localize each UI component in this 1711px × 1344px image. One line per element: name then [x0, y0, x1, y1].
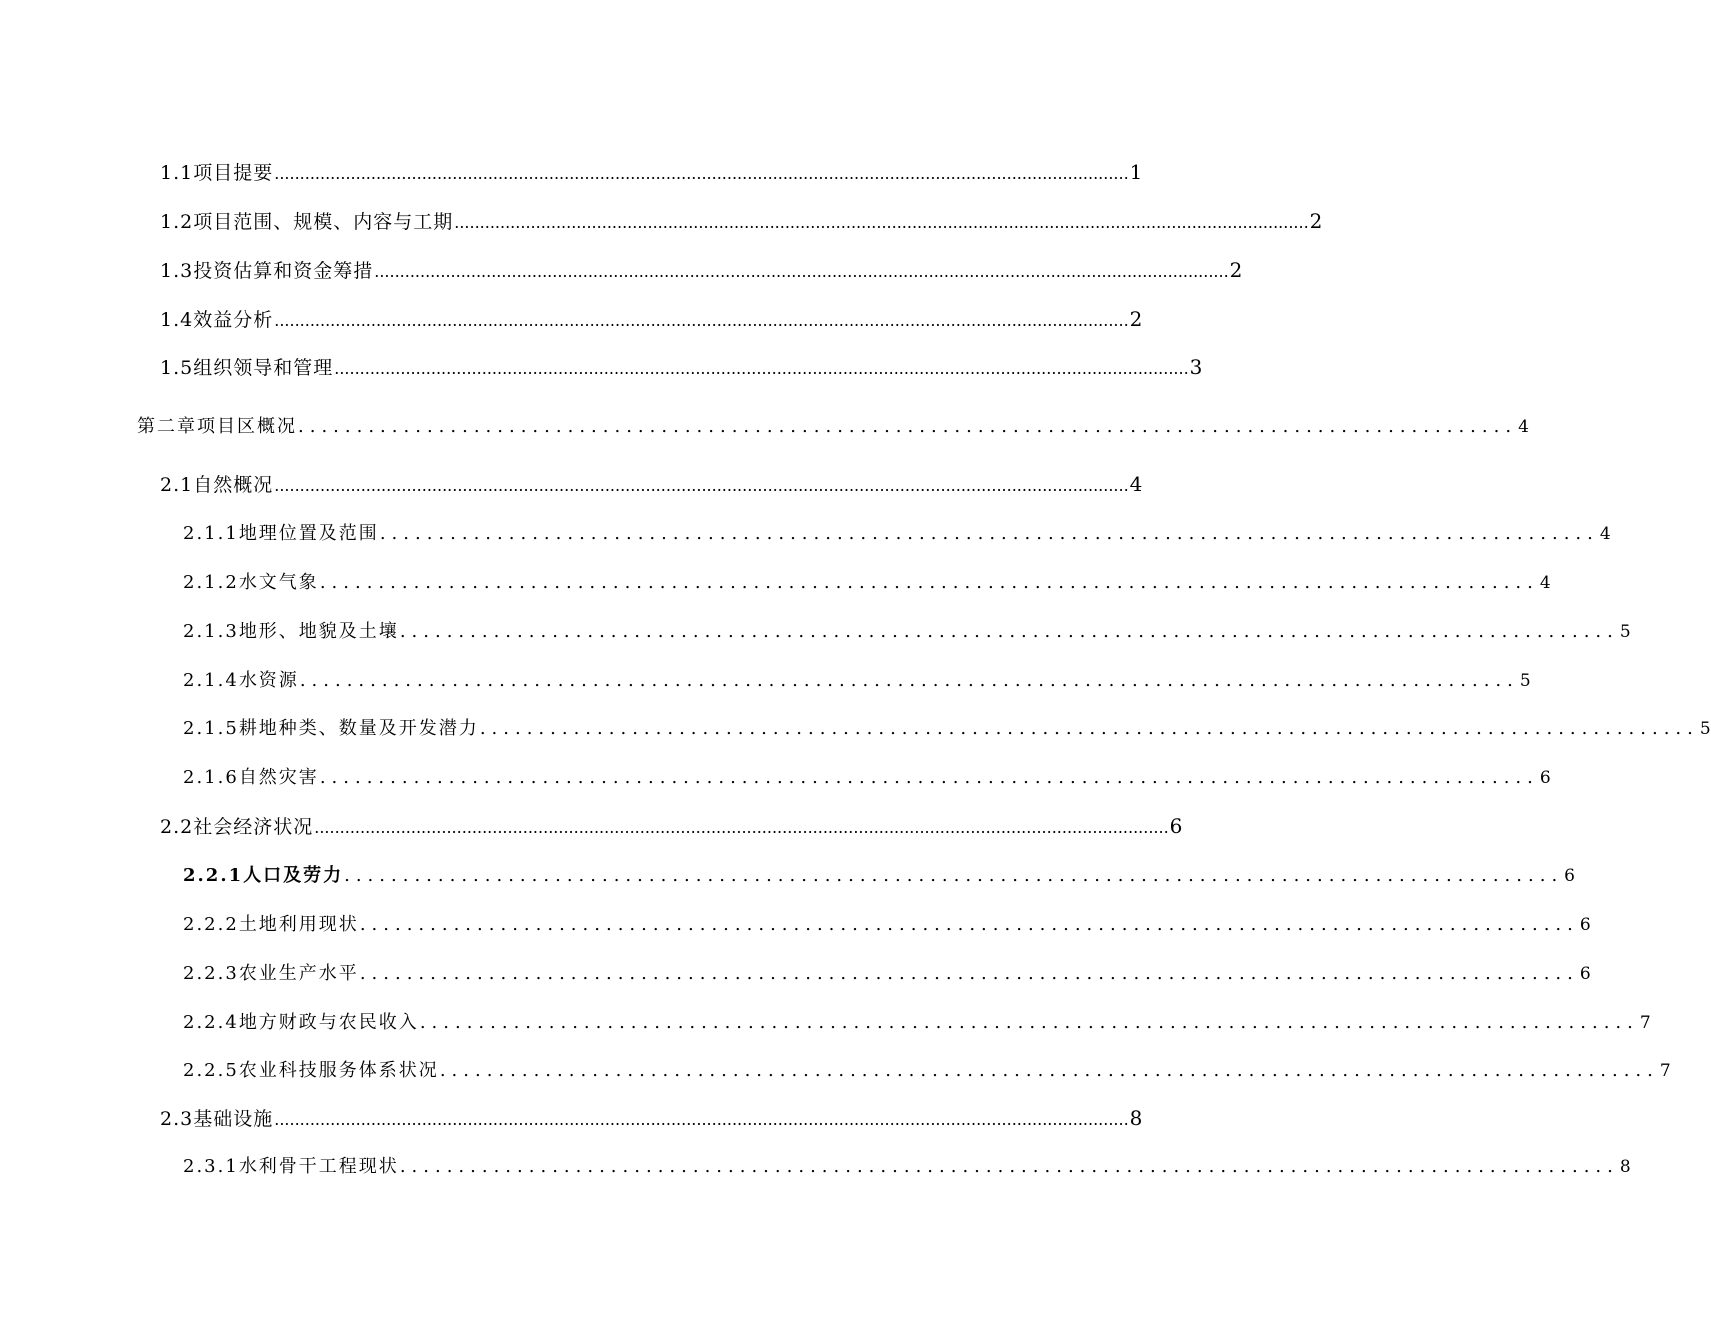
- toc-entry-number: 2.1.3: [183, 621, 239, 642]
- toc-entry-title: 社会经济状况: [193, 816, 314, 838]
- toc-entry[interactable]: [160, 158, 1144, 185]
- toc-entry-number: 2.2.4: [183, 1012, 239, 1033]
- toc-entry-number: 1.2: [160, 211, 194, 233]
- toc-leader-dots: ........................................................................................................................................................................: [334, 359, 1189, 378]
- toc-entry-number: 2.1.2: [183, 572, 239, 593]
- toc-entry-title: 地理位置及范围: [238, 523, 379, 544]
- toc-entry-title: 投资估算和资金筹措: [193, 260, 374, 282]
- toc-entry[interactable]: [183, 519, 1611, 545]
- toc-entry-page: 4: [1599, 524, 1611, 544]
- toc-entry[interactable]: [183, 959, 1591, 985]
- toc-entry-number: 2.2: [160, 816, 194, 838]
- toc-entry-title: 农业生产水平: [238, 963, 359, 984]
- toc-entry-page: 5: [1699, 719, 1711, 739]
- toc-entry-title: 水文气象: [238, 572, 319, 593]
- toc-entry-page: 7: [1639, 1013, 1651, 1033]
- toc-entry[interactable]: [183, 666, 1531, 692]
- toc-entry-title: 地形、地貌及土壤: [238, 621, 399, 642]
- toc-entry-page: 8: [1129, 1106, 1144, 1130]
- toc-entry[interactable]: [160, 812, 1184, 839]
- toc-entry-number: 2.1.4: [183, 670, 239, 691]
- toc-entry-title: 项目区概况: [197, 416, 297, 437]
- toc-leader-dots: ........................................................................................................................................................................: [374, 262, 1229, 281]
- toc-entry-title: 组织领导和管理: [193, 357, 334, 379]
- toc-entry-number: 1.5: [160, 357, 194, 379]
- toc-entry[interactable]: [183, 1152, 1631, 1178]
- toc-entry[interactable]: [160, 207, 1324, 234]
- toc-entry-title: 项目范围、规模、内容与工期: [193, 211, 454, 233]
- toc-leader-dots: ........................................................................................................: [419, 1012, 1639, 1033]
- toc-leader-dots: ........................................................................................................................................................................: [314, 818, 1169, 837]
- toc-entry-number: 1.1: [160, 162, 194, 184]
- toc-leader-dots: ........................................................................................................................................................................: [454, 213, 1309, 232]
- toc-entry-page: 2: [1229, 258, 1244, 282]
- toc-entry[interactable]: [183, 861, 1575, 887]
- toc-entry-page: 8: [1619, 1157, 1631, 1177]
- toc-entry-title: 自然概况: [193, 474, 274, 496]
- toc-entry-number: 2.2.2: [183, 914, 239, 935]
- toc-entry-number: 2.2.1: [183, 865, 244, 886]
- toc-entry-page: 2: [1129, 307, 1144, 331]
- toc-entry-number: 2.3: [160, 1108, 194, 1130]
- toc-leader-dots: ........................................................................................................: [319, 767, 1539, 788]
- toc-leader-dots: ........................................................................................................................................................................: [274, 1110, 1129, 1129]
- toc-leader-dots: ........................................................................................................: [359, 914, 1579, 935]
- toc-entry-number: 2.1.1: [183, 523, 239, 544]
- toc-entry[interactable]: [160, 1104, 1144, 1131]
- toc-entry[interactable]: [183, 714, 1711, 740]
- toc-entry-number: 2.1.6: [183, 767, 239, 788]
- toc-entry-number: 第二章: [137, 416, 197, 437]
- toc-leader-dots: ........................................................................................................: [379, 523, 1599, 544]
- toc-leader-dots: ........................................................................................................: [319, 572, 1539, 593]
- toc-entry[interactable]: [183, 568, 1551, 594]
- toc-leader-dots: ........................................................................................................................................................................: [274, 164, 1129, 183]
- toc-leader-dots: ........................................................................................................: [344, 865, 1564, 886]
- toc-entry-page: 6: [1579, 915, 1591, 935]
- toc-entry-page: 2: [1309, 209, 1324, 233]
- toc-entry-number: 2.3.1: [183, 1156, 239, 1177]
- toc-leader-dots: ........................................................................................................: [399, 1156, 1619, 1177]
- toc-entry[interactable]: [160, 305, 1144, 332]
- toc-entry-page: 5: [1519, 671, 1531, 691]
- toc-entry-page: 6: [1579, 964, 1591, 984]
- toc-entry-page: 4: [1539, 573, 1551, 593]
- toc-entry-number: 1.4: [160, 309, 194, 331]
- toc-leader-dots: ........................................................................................................: [299, 670, 1519, 691]
- toc-entry-page: 6: [1169, 814, 1184, 838]
- toc-entry-title: 人口及劳力: [243, 865, 344, 886]
- toc-entry[interactable]: [183, 1056, 1671, 1082]
- toc-entry-title: 基础设施: [193, 1108, 274, 1130]
- toc-entry-number: 2.1.5: [183, 718, 239, 739]
- toc-leader-dots: ........................................................................................................: [298, 416, 1518, 437]
- toc-entry-page: 6: [1564, 866, 1575, 886]
- toc-entry-page: 3: [1189, 355, 1204, 379]
- toc-entry-title: 效益分析: [193, 309, 274, 331]
- toc-leader-dots: ........................................................................................................: [479, 718, 1699, 739]
- toc-leader-dots: ........................................................................................................................................................................: [274, 311, 1129, 330]
- toc-entry-title: 自然灾害: [238, 767, 319, 788]
- toc-entry-number: 1.3: [160, 260, 194, 282]
- toc-entry[interactable]: [183, 617, 1631, 643]
- toc-leader-dots: ........................................................................................................: [359, 963, 1579, 984]
- toc-entry[interactable]: [183, 910, 1591, 936]
- toc-entry-page: 4: [1518, 417, 1529, 437]
- toc-entry-title: 水资源: [238, 670, 299, 691]
- toc-entry[interactable]: [160, 256, 1244, 283]
- toc-entry-title: 地方财政与农民收入: [238, 1012, 419, 1033]
- toc-entry[interactable]: [160, 353, 1204, 380]
- toc-entry-page: 7: [1659, 1061, 1671, 1081]
- toc-leader-dots: ........................................................................................................: [399, 621, 1619, 642]
- toc-entry[interactable]: [137, 412, 1529, 438]
- toc-entry-number: 2.2.3: [183, 963, 239, 984]
- toc-entry[interactable]: [183, 1008, 1651, 1034]
- toc-entry-title: 耕地种类、数量及开发潜力: [238, 718, 479, 739]
- toc-leader-dots: ........................................................................................................................................................................: [274, 476, 1129, 495]
- toc-entry-title: 土地利用现状: [238, 914, 359, 935]
- toc-entry-title: 水利骨干工程现状: [238, 1156, 399, 1177]
- toc-leader-dots: ........................................................................................................: [439, 1060, 1659, 1081]
- toc-entry-page: 4: [1129, 472, 1144, 496]
- toc-entry-number: 2.1: [160, 474, 194, 496]
- toc-entry-title: 农业科技服务体系状况: [238, 1060, 439, 1081]
- toc-entry[interactable]: [183, 763, 1551, 789]
- toc-entry-page: 1: [1129, 160, 1144, 184]
- toc-entry[interactable]: [160, 470, 1144, 497]
- toc-entry-number: 2.2.5: [183, 1060, 239, 1081]
- toc-entry-title: 项目提要: [193, 162, 274, 184]
- toc-entry-page: 6: [1539, 768, 1551, 788]
- toc-entry-page: 5: [1619, 622, 1631, 642]
